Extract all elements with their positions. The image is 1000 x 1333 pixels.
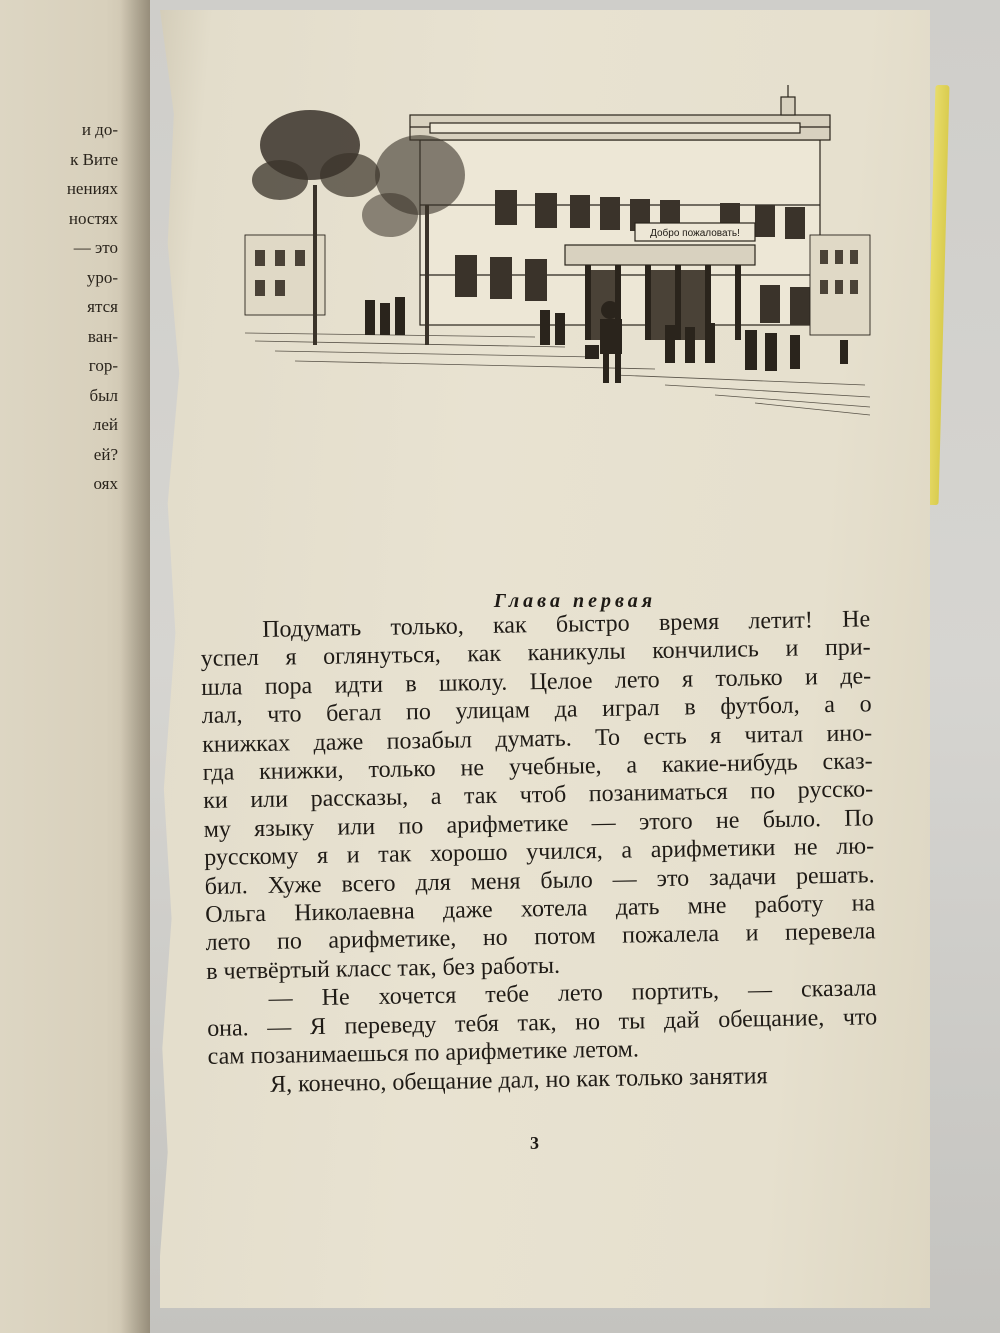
- left-page-fragment: ятся: [87, 297, 118, 316]
- text-line: гда книжки, только не учебные, а какие-нибудь сказ-: [202, 748, 873, 787]
- left-page-fragment: — это: [73, 238, 118, 257]
- left-page-fragment: ван-: [87, 326, 118, 346]
- school-building-illustration: [235, 85, 875, 420]
- left-page-fragment: и до-: [81, 120, 118, 139]
- text-line: в четвёртый класс так, без работы.: [205, 952, 561, 985]
- text-line: ки или рассказы, а так чтоб позаниматься по русско-: [202, 776, 874, 815]
- text-line: сам позанимаешься по арифметике летом.: [207, 1036, 640, 1071]
- text-line: бил. Хуже всего для меня было — это задачи решать.: [204, 861, 875, 900]
- text-line: Ольга Николаевна даже хотела дать мне работу на: [204, 890, 876, 929]
- text-line: она. — Я переведу тебя так, но ты дай обещание, что: [206, 1003, 878, 1042]
- text-line: лето по арифметике, но потом пожалела и перевела: [205, 918, 876, 957]
- text-line: лал, что бегал по улицам да играл в футбол, а о: [201, 691, 872, 730]
- left-page-text-fragments: [0, 115, 118, 499]
- chapter-title: Глава первая: [493, 590, 657, 612]
- text-line: Я, конечно, обещание дал, но как только занятия: [269, 1062, 768, 1098]
- paragraph: [200, 605, 876, 986]
- welcome-sign-text: Добро пожаловать!: [650, 228, 740, 239]
- left-page-fragment: ностях: [68, 208, 118, 228]
- left-page-fragment: был: [89, 385, 118, 405]
- left-page-fragment: лей: [92, 415, 118, 434]
- paragraph: [206, 975, 877, 1072]
- text-line: му языку или по арифметике — этого не было. По: [203, 805, 874, 843]
- text-line: успел я оглянуться, как каникулы кончились и при-: [200, 634, 871, 673]
- left-page-fragment: ей?: [93, 444, 118, 464]
- left-page-fragment: гор-: [88, 356, 118, 375]
- text-line: Подумать только, как быстро время летит! Не: [262, 606, 871, 643]
- left-page-fragment: уро-: [86, 267, 118, 287]
- book-gutter-shadow: [120, 0, 150, 1333]
- left-page: [0, 0, 150, 1333]
- text-line: русскому я и так хорошо учился, а арифметики не лю-: [203, 833, 875, 872]
- building: [410, 85, 830, 340]
- text-line: книжках даже позабыл думать. То есть я читал ино-: [202, 719, 873, 758]
- left-page-fragment: к Вите: [70, 149, 118, 169]
- left-page-fragment: оях: [93, 474, 118, 493]
- chapter-body-text: [200, 605, 878, 1100]
- text-line: шла пора идти в школу. Целое лето я только и де-: [201, 663, 872, 701]
- left-page-fragment: нениях: [66, 179, 118, 198]
- text-line: — Не хочется тебе лето портить, — сказала: [268, 975, 877, 1013]
- page-number: 3: [530, 1133, 539, 1153]
